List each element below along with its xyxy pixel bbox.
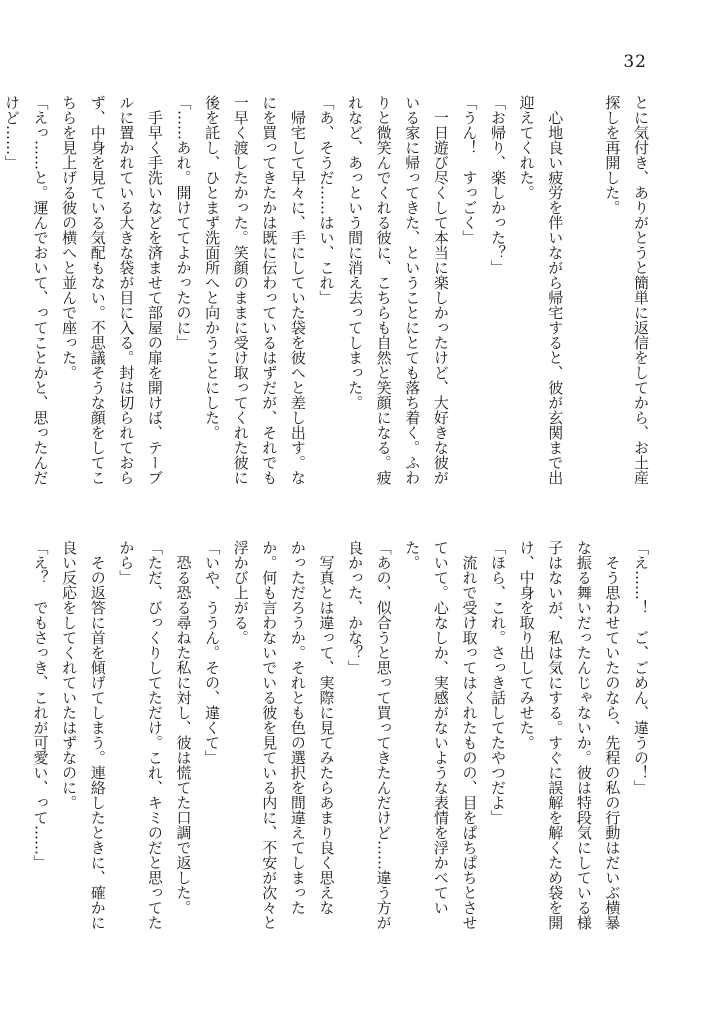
text-block-bottom xyxy=(31,540,655,932)
text-line: 後を託し、ひとまず洗面所へと向かうことにした。 xyxy=(203,95,222,440)
text-line: 「あ、そうだ……はい、これ」 xyxy=(317,95,336,305)
text-line: 迎えてくれた。 xyxy=(517,95,536,200)
text-line: ていて。心なしか、実感がないような表情を浮かべてい xyxy=(431,540,450,915)
text-line: いる家に帰ってきた、ということにとても落ち着く。ふわ xyxy=(403,95,422,485)
text-line: にを買ってきたかは既に伝わっているはずだが、それでも xyxy=(260,95,279,485)
text-line: た。 xyxy=(403,540,422,570)
text-line: 帰宅して早々に、手にしていた袋を彼へと差し出す。な xyxy=(288,95,307,485)
text-line: 良かった、かな？」 xyxy=(346,540,365,675)
text-line: 「え？ でもさっき、これが可愛い、って……」 xyxy=(31,540,50,870)
text-line: その返答に首を傾げてしまう。連絡したときに、確かに xyxy=(88,540,107,930)
text-line: 「あの、似合うと思って買ってきたんだけど……違う方が xyxy=(374,540,393,930)
text-line: 「え……！ ご、ごめん、違うの！」 xyxy=(632,540,650,795)
text-line: 流れで受け取ってはくれたものの、目をぱちぱちとさせ xyxy=(460,540,479,930)
text-line: 恐る恐る尋ねた私に対し、彼は慌てた口調で返した。 xyxy=(174,540,193,915)
text-line: 良い反応をしてくれていたはずなのに。 xyxy=(60,540,79,810)
text-line: 「お帰り、楽しかった？」 xyxy=(489,95,508,275)
text-line: 写真とは違って、実際に見てみたらあまり良く思えな xyxy=(317,540,336,915)
text-line: から」 xyxy=(117,540,136,585)
text-line: とに気付き、ありがとうと簡単に返信をしてから、お土産 xyxy=(632,95,650,485)
text-line: 「いや、ううん。その、違くて」 xyxy=(203,540,222,765)
text-line: 探しを再開した。 xyxy=(603,95,622,215)
text-line: りと微笑んでくれる彼に、こちらも自然と笑顔になる。疲 xyxy=(374,95,393,485)
text-line: 浮かび上がる。 xyxy=(231,540,250,645)
text-line: か。何も言わないでいる彼を見ている内に、不安が次々と xyxy=(260,540,279,930)
text-line: 「ほら、これ。さっき話してたやつだよ」 xyxy=(489,540,508,825)
text-line: そう思わせていたのなら、先程の私の行動はだいぶ横暴 xyxy=(603,540,622,930)
text-line: かっただろうか。それとも色の選択を間違えてしまった xyxy=(288,540,307,915)
blank-line xyxy=(569,95,598,487)
text-line: 「うん！ すっごく」 xyxy=(460,95,479,245)
text-line: な振る舞いだったんじゃないか。彼は特段気にしている様 xyxy=(574,540,593,930)
text-line: 心地良い疲労を伴いながら帰宅すると、彼が玄関まで出 xyxy=(546,95,565,485)
text-line: 一早く渡したかった。笑顔のままに受け取ってくれた彼に xyxy=(231,95,250,485)
text-block-top xyxy=(2,95,655,487)
text-line: 「……あれ。開けててよかったのに」 xyxy=(174,95,193,350)
text-line: 子はないが、私は気にする。すぐに誤解を解くため袋を開 xyxy=(546,540,565,930)
text-line: ルに置かれている大きな袋が目に入る。封は切られておら xyxy=(117,95,136,485)
text-line: けど……」 xyxy=(2,95,21,170)
text-line: け、中身を取り出してみせた。 xyxy=(517,540,536,750)
text-line: ず、中身を見ている気配もない。不思議そうな顔をしてこ xyxy=(88,95,107,485)
text-line: 一日遊び尽くして本当に楽しかったけど、大好きな彼が xyxy=(431,95,450,485)
text-line: 手早く手洗いなどを済ませて部屋の扉を開けば、テーブ xyxy=(145,95,164,485)
text-line: れなど、あっという間に消え去ってしまった。 xyxy=(346,95,365,410)
text-line: 「ただ、びっくりしてただけ。これ、キミのだと思ってた xyxy=(145,540,164,930)
text-line: ちらを見上げる彼の横へと並んで座った。 xyxy=(60,95,79,380)
text-line: 「えっ……と。運んでおいて、ってことかと、思ったんだ xyxy=(31,95,50,485)
page-number: 32 xyxy=(623,52,647,72)
